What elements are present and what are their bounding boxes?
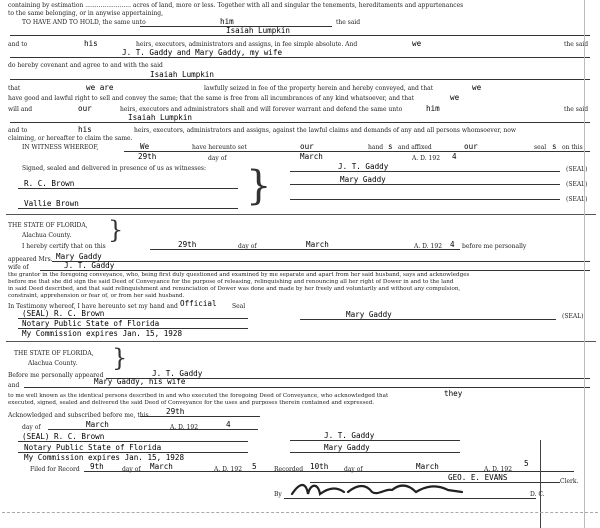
affixed-text: and affixed — [398, 144, 432, 151]
deputy-clerk-label: D. C. — [530, 491, 545, 498]
good-right-text: have good and lawful right to sell and convey the same; that the same is free from all incumbrances of any kind whatsoever, and that — [8, 95, 415, 102]
seal-label-1: (SEAL) — [566, 166, 588, 173]
fill-line — [10, 79, 590, 80]
county-2: Alachua County. — [28, 360, 78, 367]
unto-him: him — [426, 104, 440, 113]
habendum-the-said: the said — [336, 19, 361, 26]
margin-rule — [584, 0, 585, 528]
fill-line — [124, 151, 590, 152]
appeared-text: Before me personally appeared — [8, 372, 104, 379]
seal-label-2: (SEAL) — [566, 181, 588, 188]
heirs-his-1: his — [84, 39, 98, 48]
ack2-mary-gaddy: Mary Gaddy, his wife — [94, 377, 186, 386]
grantee-name-1: Isaiah Lumpkin — [226, 26, 291, 35]
will-and: will and — [8, 106, 33, 113]
deed-line-appertaining: to the same belonging, or in anywise appertaining, — [8, 10, 164, 17]
habendum-him: him — [220, 17, 234, 26]
and-to-1: and to — [8, 41, 28, 48]
ack1-jt-gaddy: J. T. Gaddy — [64, 261, 115, 270]
appeared-mrs: appeared Mrs. — [8, 256, 53, 263]
and-we: we — [412, 39, 422, 48]
witness-line — [18, 208, 238, 209]
and-that-we: we — [450, 93, 460, 102]
day-of-1: day of — [208, 155, 227, 162]
witness-line — [18, 188, 238, 189]
before-me-text: before me personally — [462, 243, 527, 250]
clerk-title: Clerk. — [560, 478, 579, 485]
recorded-ad: A. D. 192 — [484, 466, 513, 473]
ack1-text-1: the grantor in the foregoing conveyance, who, being first duly questioned and examined by me separate and apart from her said husband, says and acknowledges — [8, 272, 470, 278]
ack1-month: March — [306, 240, 329, 249]
grantee-name-3: Isaiah Lumpkin — [128, 113, 193, 122]
official-seal: Official — [180, 299, 217, 308]
fill-line — [24, 387, 590, 388]
by-label: By — [274, 491, 282, 498]
ack1-text-2: before me that she did sign the said Deed of Conveyance for the purpose of releasing, relinquishing and renouncing all her right of Dower in and to the land — [8, 279, 454, 285]
grantee-name-2: Isaiah Lumpkin — [150, 70, 215, 79]
fill-line — [150, 249, 460, 250]
filed-ad: A. D. 192 — [214, 466, 243, 473]
ack1-year: 4 — [450, 240, 455, 249]
signature-line — [290, 452, 460, 453]
and-to-2: and to — [8, 127, 28, 134]
fill-line — [52, 261, 590, 262]
wife-of: wife of — [8, 264, 29, 271]
witness-whereof: IN WITNESS WHEREOF, — [22, 144, 99, 151]
ack2-text-1: to me well known as the identical persons described in and who executed the foregoing Deed of Conveyance, who acknowledged that — [8, 393, 389, 399]
filed-for-record: Filed for Record — [30, 466, 80, 473]
state-heading-1: THE STATE OF FLORIDA, — [8, 222, 88, 229]
witness-we: We — [140, 142, 150, 151]
grantors-names: J. T. Gaddy and Mary Gaddy, my wife — [122, 48, 283, 57]
on-this: on this — [562, 144, 583, 151]
fill-line — [140, 416, 260, 417]
recorded-day-of: day of — [344, 466, 363, 473]
ack1-notary-title: Notary Public State of Florida — [22, 319, 160, 328]
ack2-and: and — [8, 382, 20, 389]
that-we: we — [472, 83, 482, 92]
ack2-they: they — [444, 389, 463, 398]
that-1: that — [8, 85, 21, 92]
filed-day: 9th — [90, 462, 104, 471]
signature-line — [290, 184, 560, 185]
fill-line — [10, 35, 590, 36]
ack2-jt-gaddy: J. T. Gaddy — [152, 369, 203, 378]
county-1: Alachua County. — [22, 232, 72, 239]
the-said-2: the said — [564, 106, 589, 113]
seal-label-3: (SEAL) — [566, 196, 588, 203]
section-divider — [6, 341, 596, 342]
ack2-signature-2: Mary Gaddy — [324, 443, 370, 452]
ack2-notary-name: (SEAL) R. C. Brown — [22, 432, 105, 441]
ack2-day: 29th — [166, 407, 185, 416]
set-text: have hereunto set — [192, 144, 247, 151]
ack1-text-4: constraint, apprehension or fear of, or from her said husband. — [8, 293, 185, 299]
signature-jt-gaddy: J. T. Gaddy — [338, 162, 389, 171]
ack2-commission: My Commission expires Jan. 15, 1928 — [24, 453, 185, 462]
ack1-seal-label: (SEAL) — [562, 313, 584, 320]
fill-line — [40, 270, 590, 271]
fill-line — [48, 429, 258, 430]
witness-vallie-brown: Vallie Brown — [24, 199, 79, 208]
signature-mary-gaddy: Mary Gaddy — [340, 175, 386, 184]
ad-1: A. D. 192 — [412, 155, 441, 162]
state-brace-1: } — [108, 216, 124, 244]
witness-year: 4 — [452, 152, 457, 161]
ack2-year: 4 — [226, 420, 231, 429]
witness-day: 29th — [138, 152, 157, 161]
filed-day-of: day of — [122, 466, 141, 473]
fill-line — [10, 57, 590, 58]
ack1-mary-gaddy: Mary Gaddy — [56, 252, 102, 261]
recorded-year: 5 — [524, 459, 529, 468]
lawful-claims-text: heirs, executors, administrators and assigns, against the lawful claims and demands of any and all persons whomsoever, now — [134, 127, 517, 134]
our-hand: our — [300, 142, 314, 151]
our-seal: our — [464, 142, 478, 151]
ack1-ad: A. D. 192 — [414, 243, 443, 250]
subscribed-text: Acknowledged and subscribed before me, this — [8, 412, 149, 419]
habendum-label: TO HAVE AND TO HOLD, the same unto — [22, 19, 146, 26]
ack2-ad: A. D. 192 — [170, 424, 199, 431]
signed-sealed-text: Signed, sealed and delivered in presence of us as witnesses: — [22, 165, 206, 172]
recorded-month: March — [416, 462, 439, 471]
hand-s: s — [388, 142, 393, 151]
fill-line — [84, 471, 574, 472]
fill-line — [10, 122, 590, 123]
seal-s: s — [552, 142, 557, 151]
ack1-day: 29th — [178, 240, 197, 249]
signature-line — [290, 171, 560, 172]
fee-simple-text: heirs, executors, administrators and assigns, in fee simple absolute. And — [136, 41, 358, 48]
ack1-text-3: in said Deed described, and that said relinquishment and renunciation of Dower was done and made by her freely and voluntarily and without any compulsion, — [8, 286, 461, 292]
ack1-signature: Mary Gaddy — [346, 310, 392, 319]
witness-month: March — [300, 152, 323, 161]
covenant-text: do hereby covenant and agree to and with the said — [8, 62, 163, 69]
seal-word: Seal — [232, 303, 246, 310]
testimony-text: In Testimony whereof, I have hereunto set my hand and — [8, 303, 178, 310]
ack1-notary-name: (SEAL) R. C. Brown — [22, 309, 105, 318]
filed-month: March — [150, 462, 173, 471]
deed-line-estimation: containing by estimation ........................ acres of land, more or less. Together with all and singular the tenements, hereditaments and appurtenances — [8, 2, 464, 9]
ack1-day-of: day of — [238, 243, 257, 250]
section-divider — [6, 214, 596, 215]
signature-line — [290, 199, 560, 200]
state-heading-2: THE STATE OF FLORIDA, — [14, 350, 94, 357]
warrant-text: heirs, executors and administrators shall and will forever warrant and defend the same unto — [120, 106, 403, 113]
fill-line — [284, 498, 536, 499]
signature-line — [290, 440, 460, 441]
seized-text: lawfully seized in fee of the property herein and hereby conveyed, and that — [204, 85, 434, 92]
signature-line — [300, 319, 556, 320]
margin-rule — [540, 440, 541, 528]
we-are: we are — [86, 83, 114, 92]
our-heirs: our — [78, 104, 92, 113]
ack2-notary-title: Notary Public State of Florida — [24, 443, 162, 452]
ack2-day-of: day of — [22, 424, 41, 431]
page-fold — [2, 512, 598, 513]
fill-line — [18, 441, 248, 442]
ack2-signature-1: J. T. Gaddy — [324, 431, 375, 440]
seal-text: seal — [534, 144, 547, 151]
filed-year: 5 — [252, 462, 257, 471]
claiming-text: claiming, or hereafter to claim the same. — [8, 135, 133, 142]
clerk-name: GEO. E. EVANS — [448, 473, 508, 482]
witness-rc-brown: R. C. Brown — [24, 179, 75, 188]
ack2-text-2: executed, signed, sealed and delivered the said Deed of Conveyance for the uses and purposes therein contained and expressed. — [8, 400, 375, 406]
recorded-label: Recorded — [274, 466, 304, 473]
the-said-1: the said — [564, 41, 589, 48]
hand-text: hand — [368, 144, 384, 151]
recorded-day: 10th — [310, 462, 329, 471]
ack1-commission: My Commission expires Jan. 15, 1928 — [22, 329, 183, 338]
state-brace-2: } — [112, 344, 128, 372]
heirs-his-2: his — [78, 125, 92, 134]
ack2-month: March — [86, 420, 109, 429]
witness-brace: } — [246, 163, 272, 209]
certify-text: I hereby certify that on this — [22, 243, 106, 250]
